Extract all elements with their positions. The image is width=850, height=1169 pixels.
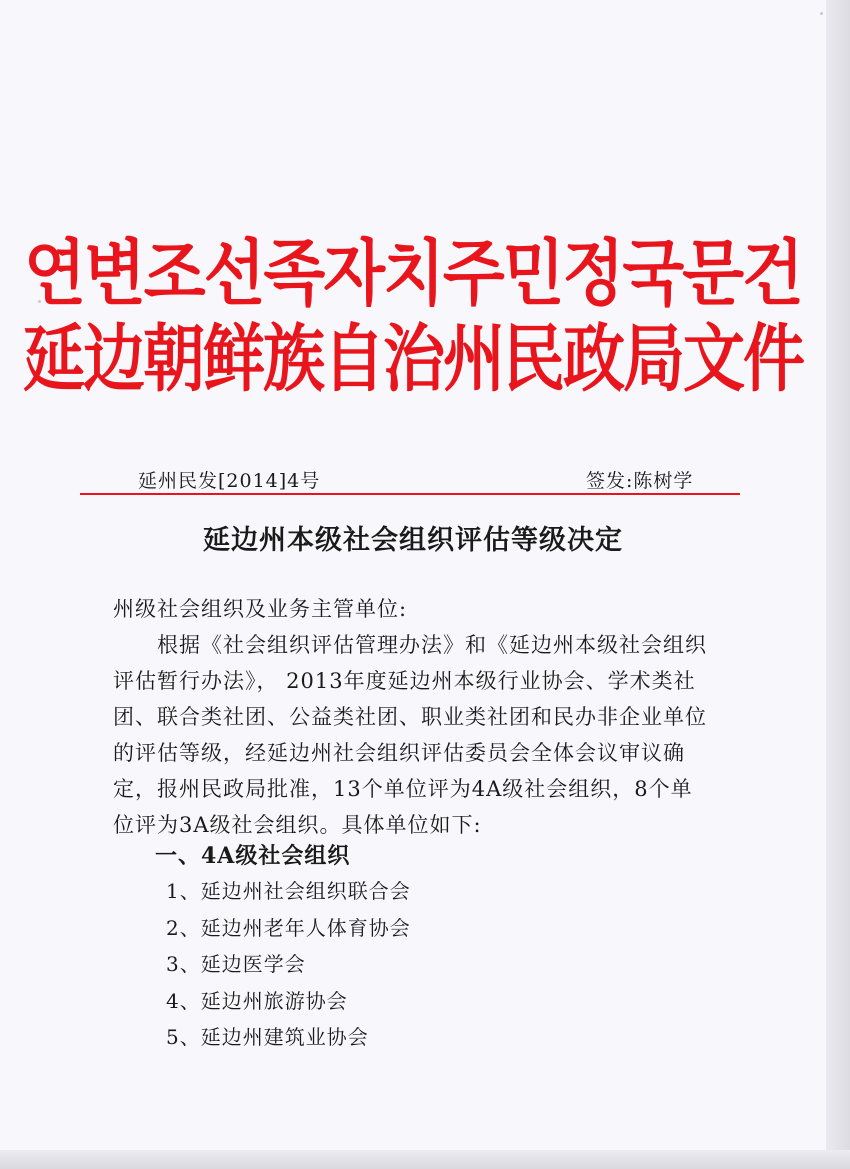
red-divider — [80, 493, 740, 495]
signer-label: 签发: — [586, 470, 634, 492]
organization-list — [166, 873, 411, 1056]
scan-edge-bottom — [0, 1150, 850, 1169]
body-line: 的评估等级，经延边州社会组织评估委员会全体会议审议确 — [113, 741, 685, 765]
scan-edge-right — [826, 0, 850, 1169]
masthead-korean: 연변조선족자치주민정국문건 — [24, 233, 802, 317]
document-title: 延边州本级社会组织评估等级决定 — [203, 525, 623, 556]
section-heading: 一、4A级社会组织 — [155, 843, 351, 869]
body-line: 位评为3A级社会组织。具体单位如下: — [113, 813, 482, 837]
list-item: 5、延边州建筑业协会 — [166, 1025, 369, 1049]
body-line: 根据《社会组织评估管理办法》和《延边州本级社会组织 — [157, 633, 707, 657]
list-item: 3、延边医学会 — [166, 952, 306, 976]
addressee: 州级社会组织及业务主管单位: — [113, 597, 408, 621]
list-item: 1、延边州社会组织联合会 — [166, 879, 411, 903]
scan-speck — [820, 12, 823, 15]
body-line: 评估暂行办法》， 2013年度延边州本级行业协会、学术类社 — [113, 669, 696, 693]
document-number: 延州民发[2014]4号 — [138, 470, 321, 492]
list-item: 4、延边州旅游协会 — [166, 988, 348, 1013]
signer-name: 陈树学 — [633, 470, 694, 492]
body-line: 定，报州民政局批准，13个单位评为4A级社会组织，8个单 — [113, 777, 693, 801]
masthead-chinese: 延边朝鲜族自治州民政局文件 — [22, 315, 803, 402]
body-paragraph — [113, 627, 725, 843]
body-line: 团、联合类社团、公益类社团、职业类社团和民办非企业单位 — [113, 705, 707, 729]
signer — [586, 466, 693, 493]
list-item: 2、延边州老年人体育协会 — [166, 915, 411, 940]
